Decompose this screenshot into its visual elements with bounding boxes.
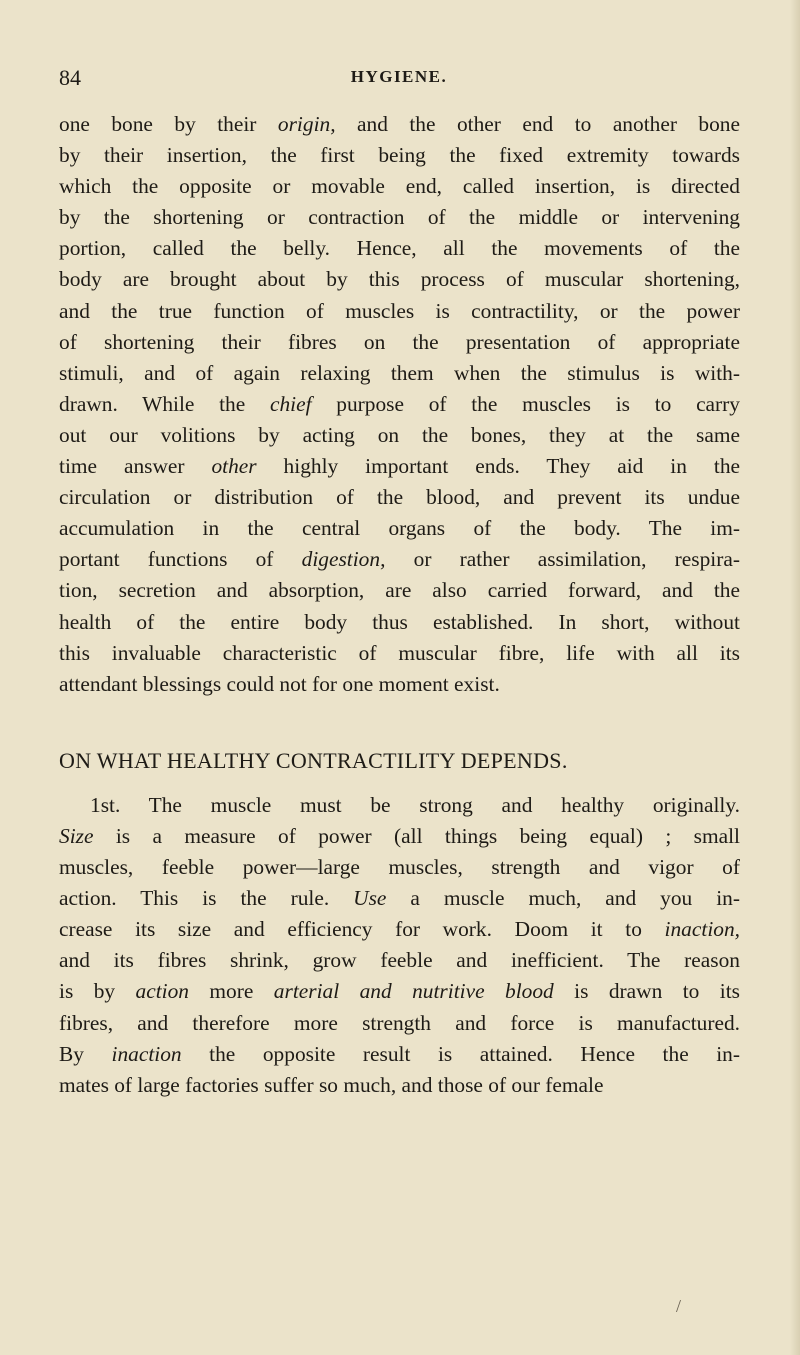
text-line: action. This is the rule. Use a muscle much, and you in- [59,886,740,911]
text-line: attendant blessings could not for one moment exist. [59,671,500,696]
text-line: and the true function of muscles is contractility, or the power [59,298,740,323]
text-line: this invaluable characteristic of muscular fibre, life with all its [59,640,740,665]
text-line: time answer other highly important ends. They aid in the [59,454,741,479]
text-line: and its fibres shrink, grow feeble and inefficient. The reason [59,948,740,973]
italic-phrase: inaction [111,1041,182,1066]
page-number: 84 [59,65,81,90]
text-line: one bone by their origin, and the other end to another bone [59,112,740,136]
text-line: circulation or distribution of the blood, and prevent its undue [59,485,740,510]
italic-phrase: action [135,979,189,1004]
italic-phrase: digestion, [301,547,386,572]
italic-phrase: origin, [277,112,336,136]
text-line: crease its size and efficiency for work. Doom it to inaction, [59,917,740,942]
italic-phrase: Size [59,823,94,848]
text-line: body are brought about by this process of muscular shortening, [59,267,740,292]
italic-phrase: Use [353,886,387,911]
text-line: stimuli, and of again relaxing them when the stimulus is with- [59,360,740,385]
text-line: fibres, and therefore more strength and force is manufactured. [59,1010,740,1035]
text-line: out our volitions by acting on the bones, they at the same [59,422,740,447]
text-line: 1st. The muscle must be strong and healthy originally. [90,792,740,817]
italic-phrase: other [211,454,257,479]
stray-pencil-mark: / [676,1296,682,1316]
paragraph-muscle-function [59,109,740,700]
paragraph-size-and-use [59,790,740,1101]
text-line: by the shortening or contraction of the middle or intervening [59,205,740,230]
text-line: drawn. While the chief purpose of the muscles is to carry [59,391,740,416]
text-line: portant functions of digestion, or rather assimilation, respira- [59,547,740,572]
section-heading: ON WHAT HEALTHY CONTRACTILITY DEPENDS. [59,747,568,773]
text-line: Size is a measure of power (all things being equal) ; small [59,823,740,848]
body-text [59,109,740,1101]
italic-phrase: arterial and nutritive blood [273,979,554,1004]
italic-phrase: chief [269,391,312,416]
text-line: mates of large factories suffer so much, and those of our female [59,1072,604,1097]
text-line: By inaction the opposite result is attained. Hence the in- [59,1041,740,1066]
page-edge-shadow [790,0,800,1355]
text-line: health of the entire body thus established. In short, without [59,609,740,634]
text-line: of shortening their fibres on the presentation of appropriate [59,329,740,354]
text-line: which the opposite or movable end, called insertion, is directed [59,174,740,199]
text-line: accumulation in the central organs of the body. The im- [59,516,740,541]
text-line: tion, secretion and absorption, are also carried forward, and the [59,578,740,603]
text-line: muscles, feeble power—large muscles, strength and vigor of [59,855,740,880]
italic-phrase: inaction, [664,917,740,942]
text-line: portion, called the belly. Hence, all the movements of the [59,236,740,261]
text-line: is by action more arterial and nutritive blood is drawn to its [59,979,740,1004]
running-head: HYGIENE. [350,67,448,86]
text-line: by their insertion, the first being the fixed extremity towards [59,143,740,168]
page-header [59,65,739,95]
